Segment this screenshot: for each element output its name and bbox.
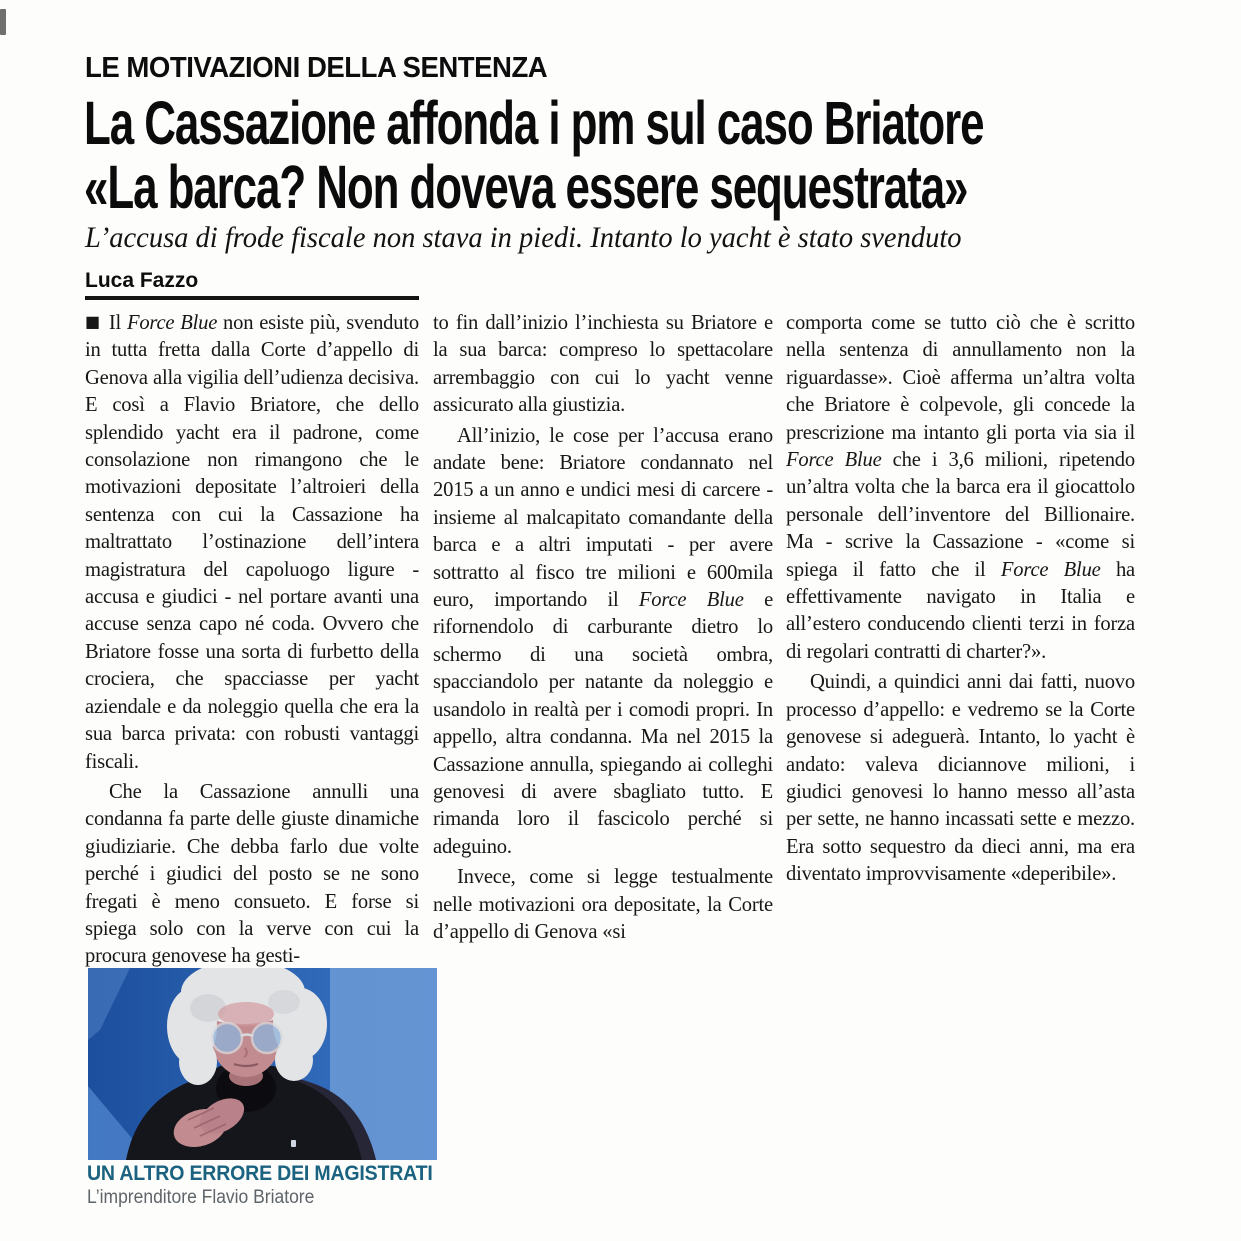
- byline: Luca Fazzo: [85, 269, 199, 292]
- paragraph-text: Invece, come si legge testualmente nelle motivazioni ora depositate, la Corte d’appello di Genova «si: [433, 866, 773, 943]
- paragraph-text: Quindi, a quindici anni dai fatti, nuovo processo d’appello: e vedremo se la Corte genovese si adeguerà. Intanto, lo yacht è andato: valeva diciannove milioni, i giudici genovesi lo hanno messo all’asta per sette, ne hanno incassati sette e mezzo. Era sotto sequestro da dieci anni, ma era diventato improvvisamente «deperibile».: [786, 671, 1135, 886]
- article-paragraph: [433, 310, 773, 420]
- subhead: L’accusa di frode fiscale non stava in piedi. Intanto lo yacht è stato svenduto: [85, 221, 962, 254]
- headline-line-1: La Cassazione affonda i pm sul caso Briatore: [84, 89, 984, 157]
- article-photo-flavio-briatore: [88, 968, 437, 1160]
- headline-line-2: «La barca? Non doveva essere sequestrata»: [84, 153, 968, 221]
- paragraph-text: Il Force Blue non esiste più, svenduto in tutta fretta dalla Corte d’appello di Genova alla vigilia dell’udienza decisiva. E così a Flavio Briatore, che dello splendido yacht era il padrone, come consolazione non rimangono che le motivazioni depositate l’altroieri della sentenza con cui la Cassazione ha maltrattato l’ostinazione dell’intera magistratura del capoluogo ligure - accusa e giudici - nel portare avanti una accuse senza capo né coda. Ovvero che Briatore fosse una sorta di furbetto della crociera, che spacciasse per yacht aziendale e da noleggio quella che era la sua barca privata: con robusti vantaggi fiscali.: [85, 312, 419, 773]
- article-column-2: [433, 310, 773, 946]
- article-paragraph: [786, 310, 1135, 666]
- paragraph-lead-square: ■: [85, 312, 101, 331]
- paragraph-text: to fin dall’inizio l’inchiesta su Briatore e la sua barca: compreso lo spettacolare arrembaggio con cui lo yacht venne assicurato alla giustizia.: [433, 312, 773, 417]
- paragraph-text: comporta come se tutto ciò che è scritto nella sentenza di annullamento non la riguardasse». Cioè afferma un’altra volta che Briatore è colpevole, gli concede la prescrizione ma intanto gli porta via sia il Force Blue che i 3,6 milioni, ripetendo un’altra volta che la barca era il giocattolo personale dell’inventore del Billionaire. Ma - scrive la Cassazione - «come si spiega il fatto che il Force Blue ha effettivamente navigato in Italia e all’estero conducendo clienti terzi in forza di regolari contratti di charter?».: [786, 312, 1135, 663]
- article-column-1: [85, 310, 419, 971]
- byline-rule: [85, 296, 419, 300]
- photo-caption-title: UN ALTRO ERRORE DEI MAGISTRATI: [87, 1162, 433, 1185]
- article-paragraph: [85, 310, 419, 776]
- kicker: LE MOTIVAZIONI DELLA SENTENZA: [85, 52, 548, 84]
- photo-caption-text: L’imprenditore Flavio Briatore: [87, 1187, 315, 1208]
- scan-artifact: [0, 9, 6, 35]
- paragraph-text: Che la Cassazione annulli una condanna fa parte delle giuste dinamiche giudiziarie. Che debba farlo due volte perché i giudici del posto se ne sono fregati è meno consueto. E forse si spiega solo con la verve con cui la procura genovese ha gesti-: [85, 780, 419, 968]
- paragraph-text: All’inizio, le cose per l’accusa erano andate bene: Briatore condannato nel 2015 a un anno e undici mesi di carcere - insieme al malcapitato comandante della barca e a altri imputati - per avere sottratto al fisco tre milioni e 600mila euro, importando il Force Blue e rifornendolo di carburante dietro lo schermo di una società ombra, spacciandolo per natante da noleggio e usandolo in realtà per i comodi propri. In appello, altra condanna. Ma nel 2015 la Cassazione annulla, spiegando ai colleghi genovesi di avere sbagliato tutto. E rimanda loro il fascicolo perché si adeguino.: [433, 424, 774, 858]
- article-paragraph: [85, 779, 419, 971]
- article-paragraph: [786, 669, 1135, 888]
- article-paragraph: [433, 864, 773, 946]
- briatore-portrait-illustration: [88, 968, 437, 1160]
- article-paragraph: [433, 423, 773, 862]
- article-column-3: [786, 310, 1135, 889]
